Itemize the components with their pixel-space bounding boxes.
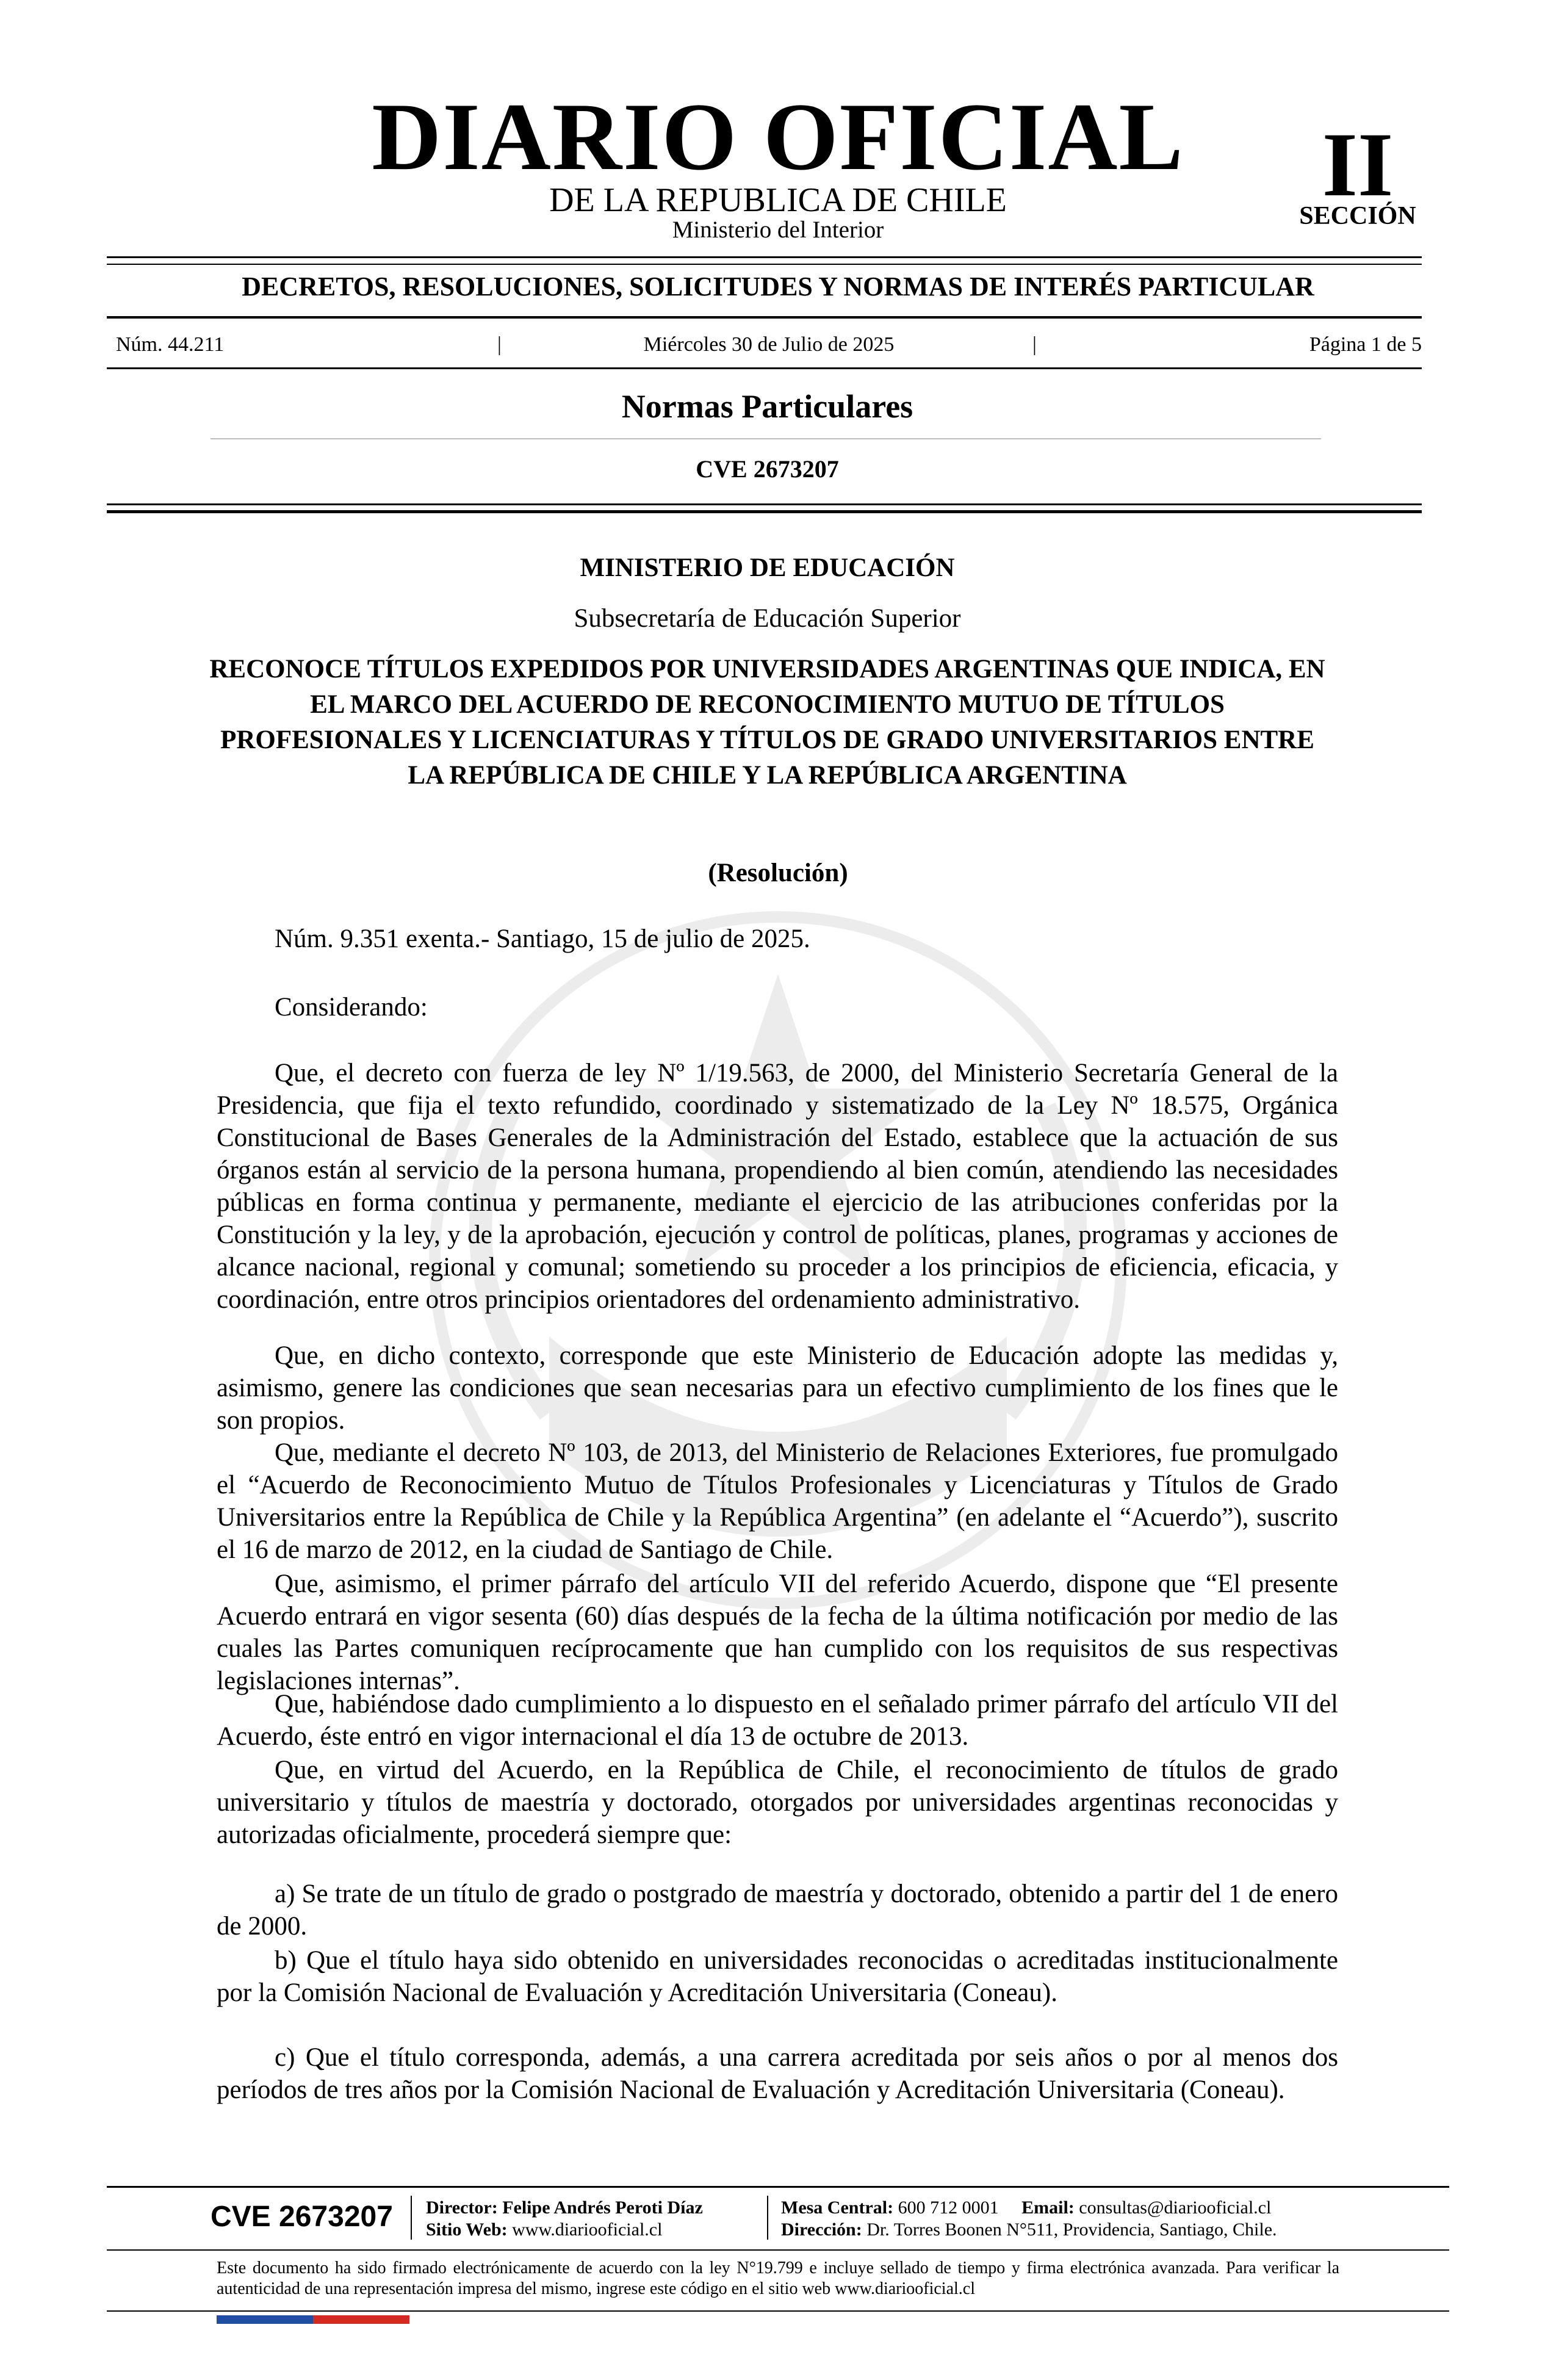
address-label: Dirección: [781,2220,862,2240]
address-value: Dr. Torres Boonen N°511, Providencia, Santiago, Chile. [866,2220,1277,2240]
body-paragraph: Que, en dicho contexto, corresponde que este Ministerio de Educación adopte las medidas y, asimismo, genere las condiciones que sean necesarias para un efectivo cumplimiento de los fines que le son propios. [217,1341,1338,1435]
page-indicator: Página 1 de 5 [1309,333,1422,356]
masthead-subtitle: DE LA REPUBLICA DE CHILE [549,181,1007,219]
section-label: SECCIÓN [1299,202,1416,230]
issue-number: Núm. 44.211 [116,333,225,356]
divider [107,316,1422,319]
flag-stripe-red [313,2315,409,2324]
considerando-heading: Considerando: [275,993,428,1022]
divider [107,2186,1449,2188]
footer-address [781,2219,1277,2241]
email-label: Email: [1021,2198,1075,2218]
footer-contact [781,2197,1271,2219]
divider [107,2310,1449,2312]
divider [107,510,1422,513]
mesa-phone: 600 712 0001 [898,2198,999,2218]
body-paragraph: Que, el decreto con fuerza de ley Nº 1/19.563, de 2000, del Ministerio Secretaría General de la Presidencia, que fija el texto refundido, coordinado y sistematizado de la Ley Nº 18.575, Orgánica Constitucional de Bases Generales de la Administración del Estado, establece que la actuación de sus órganos están al servicio de la persona humana, propendiendo al bien común, atendiendo las necesidades públicas en forma continua y permanente, mediante el ejercicio de las atribuciones conferidas por la Constitución y la ley, y de la aprobación, ejecución y control de políticas, planes, programas y acciones de alcance nacional, regional y comunal; sometiendo su proceder a los principios de eficiencia, eficacia, y coordinación, entre otros principios orientadores del ordenamiento administrativo. [217,1059,1338,1314]
masthead-title: DIARIO OFICIAL [372,84,1184,190]
footer-website [426,2219,662,2241]
divider [767,2196,768,2240]
website-label: Sitio Web: [426,2220,508,2240]
cve-code: CVE 2673207 [696,455,839,483]
website-link[interactable]: www.diariooficial.cl [512,2220,663,2240]
divider [411,2196,412,2240]
mesa-label: Mesa Central: [781,2198,894,2218]
body-paragraph: Que, habiéndose dado cumplimiento a lo dispuesto en el señalado primer párrafo del artículo VII del Acuerdo, éste entró en vigor internacional el día 13 de octubre de 2013. [217,1690,1338,1751]
section-title: Normas Particulares [621,388,913,425]
footer-director [426,2197,703,2219]
section-number: II [1322,114,1394,215]
body-paragraph: Que, mediante el decreto Nº 103, de 2013, del Ministerio de Relaciones Exteriores, fue promulgado el “Acuerdo de Reconocimiento Mutuo de Títulos Profesionales y Licenciaturas y Títulos de Grado Universitarios entre la República de Chile y la República Argentina” (en adelante el “Acuerdo”), suscrito el 16 de marzo de 2012, en la ciudad de Santiago de Chile. [217,1438,1338,1564]
list-item: b) Que el título haya sido obtenido en universidades reconocidas o acreditadas institucionalmente por la Comisión Nacional de Evaluación y Acreditación Universitaria (Coneau). [217,1946,1338,2007]
issuing-subsecretaria: Subsecretaría de Educación Superior [574,604,961,633]
list-item: c) Que el título corresponda, además, a una carrera acreditada por seis años o por al menos dos períodos de tres años por la Comisión Nacional de Evaluación y Acreditación Universitaria (Coneau). [217,2043,1338,2104]
divider [211,438,1321,439]
body-paragraph: Que, en virtud del Acuerdo, en la República de Chile, el reconocimiento de títulos de grado universitario y títulos de maestría y doctorado, otorgados por universidades argentinas reconocidas y autorizadas oficialmente, procederá siempre que: [217,1756,1338,1849]
divider [107,503,1422,505]
director-name: Felipe Andrés Peroti Díaz [502,2198,703,2218]
masthead-ministry: Ministerio del Interior [672,217,884,243]
divider [107,256,1422,258]
issue-date: Miércoles 30 de Julio de 2025 [643,333,895,356]
issue-separator: | [497,333,502,356]
flag-stripe-blue [217,2315,313,2324]
legal-notice: Este documento ha sido firmado electrónicamente de acuerdo con la ley N°19.799 e incluye sellado de tiempo y firma electrónica avanzada. Para verificar la autenticidad de una representación impresa del mismo, ingrese este código en el sitio web www.diariooficial.cl [217,2259,1339,2298]
list-item: a) Se trate de un título de grado o postgrado de maestría y doctorado, obtenido a partir del 1 de enero de 2000. [217,1880,1338,1941]
document-type: (Resolución) [708,859,848,887]
document-title: RECONOCE TÍTULOS EXPEDIDOS POR UNIVERSIDADES ARGENTINAS QUE INDICA, EN EL MARCO DEL ACUERDO DE RECONOCIMIENTO MUTUO DE TÍTULOS PROFESIONALES Y LICENCIATURAS Y TÍTULOS DE GRADO UNIVERSITARIOS ENTRE LA REPÚBLICA DE CHILE Y LA REPÚBLICA ARGENTINA [209,655,1325,790]
divider [107,367,1422,369]
director-label: Director: [426,2198,498,2218]
body-paragraph: Que, asimismo, el primer párrafo del artículo VII del referido Acuerdo, dispone que “El presente Acuerdo entrará en vigor sesenta (60) días después de la fecha de la última notificación por medio de las cuales las Partes comuniquen recíprocamente que han cumplido con los requisitos de sus respectivas legislaciones internas”. [217,1570,1338,1695]
footer-cve-code: CVE 2673207 [211,2201,393,2233]
issue-separator: | [1032,333,1037,356]
divider [107,2249,1449,2251]
issuing-ministry: MINISTERIO DE EDUCACIÓN [580,554,955,582]
divider [107,264,1422,265]
email-link[interactable]: consultas@diariooficial.cl [1079,2198,1272,2218]
category-heading: DECRETOS, RESOLUCIONES, SOLICITUDES Y NORMAS DE INTERÉS PARTICULAR [242,272,1314,301]
resolution-number: Núm. 9.351 exenta.- Santiago, 15 de julio de 2025. [275,925,810,953]
